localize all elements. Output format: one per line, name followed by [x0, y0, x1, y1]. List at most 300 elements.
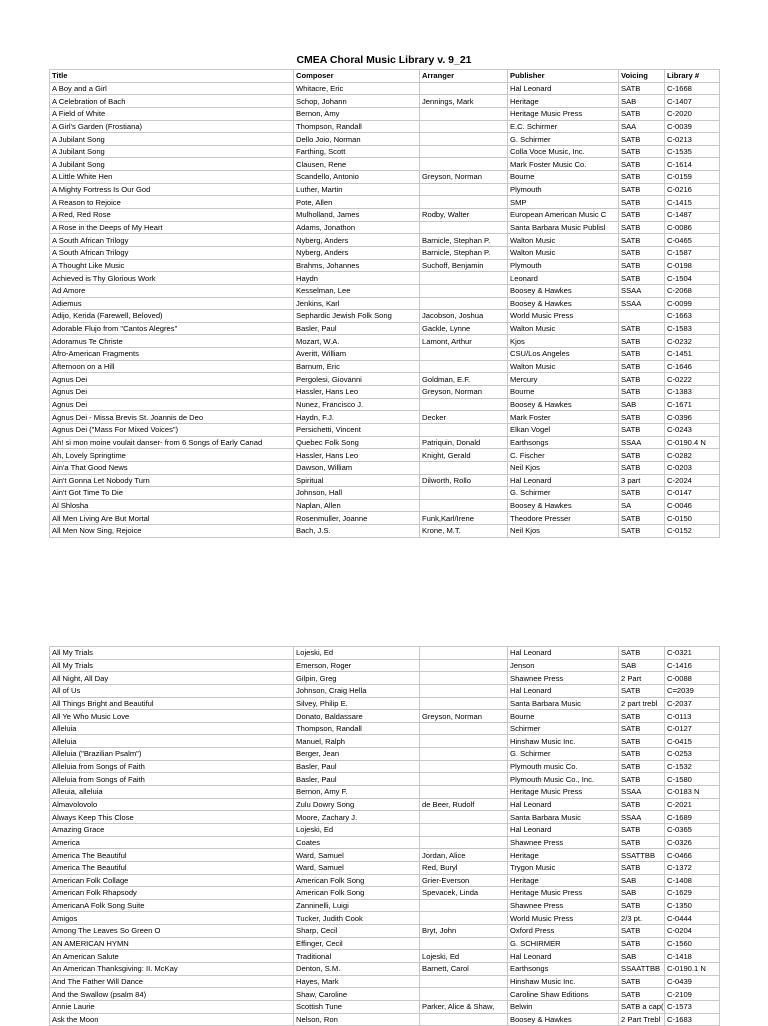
- table-row: [50, 398, 720, 411]
- title-cell: A Boy and a Girl: [50, 82, 294, 95]
- library-number-cell: C-0183 N: [665, 786, 720, 799]
- publisher-cell: Caroline Shaw Editions: [508, 988, 619, 1001]
- voicing-cell: SATB: [619, 183, 665, 196]
- arranger-cell: Lojeski, Ed: [420, 950, 508, 963]
- title-cell: Ad Amore: [50, 284, 294, 297]
- library-number-cell: C-1407: [665, 95, 720, 108]
- composer-cell: Moore, Zachary J.: [294, 811, 420, 824]
- library-number-cell: C-1583: [665, 322, 720, 335]
- arranger-cell: [420, 773, 508, 786]
- table-row: [50, 760, 720, 773]
- title-cell: A Jubilant Song: [50, 145, 294, 158]
- composer-cell: Basler, Paul: [294, 773, 420, 786]
- publisher-cell: Heritage Music Press: [508, 887, 619, 900]
- voicing-cell: 2 Part: [619, 672, 665, 685]
- title-cell: A Red, Red Rose: [50, 209, 294, 222]
- table-row: [50, 735, 720, 748]
- table-row: [50, 107, 720, 120]
- publisher-cell: Plymouth Music Co., Inc.: [508, 773, 619, 786]
- title-cell: And The Father Will Dance: [50, 975, 294, 988]
- arranger-cell: Goldman, E.F.: [420, 373, 508, 386]
- library-number-cell: C-1504: [665, 272, 720, 285]
- title-cell: Alleluia: [50, 722, 294, 735]
- table-row: [50, 120, 720, 133]
- publisher-cell: Walton Music: [508, 234, 619, 247]
- title-cell: A Jubilant Song: [50, 158, 294, 171]
- table-row: [50, 899, 720, 912]
- title-cell: Ah, Lovely Springtime: [50, 449, 294, 462]
- table-row: [50, 937, 720, 950]
- arranger-cell: Rodby, Walter: [420, 209, 508, 222]
- publisher-cell: Hal Leonard: [508, 798, 619, 811]
- title-cell: All My Trials: [50, 659, 294, 672]
- library-number-cell: C-2037: [665, 697, 720, 710]
- composer-cell: Haydn, F.J.: [294, 411, 420, 424]
- table-row: [50, 171, 720, 184]
- publisher-cell: Neil Kjos: [508, 461, 619, 474]
- library-number-cell: C-2024: [665, 474, 720, 487]
- title-cell: A Girl's Garden (Frostiana): [50, 120, 294, 133]
- library-number-cell: C-0150: [665, 512, 720, 525]
- column-header-title: Title: [50, 70, 294, 83]
- title-cell: A Thought Like Music: [50, 259, 294, 272]
- table-row: [50, 322, 720, 335]
- publisher-cell: Heritage: [508, 95, 619, 108]
- title-cell: All My Trials: [50, 647, 294, 660]
- table-row: [50, 912, 720, 925]
- composer-cell: Berger, Jean: [294, 748, 420, 761]
- composer-cell: Hayes, Mark: [294, 975, 420, 988]
- publisher-cell: Hal Leonard: [508, 474, 619, 487]
- publisher-cell: Hinshaw Music Inc.: [508, 735, 619, 748]
- arranger-cell: Barnett, Carol: [420, 963, 508, 976]
- voicing-cell: SSAA: [619, 811, 665, 824]
- publisher-cell: Walton Music: [508, 246, 619, 259]
- library-number-cell: C-0147: [665, 487, 720, 500]
- title-cell: A South African Trilogy: [50, 234, 294, 247]
- voicing-cell: SATB: [619, 133, 665, 146]
- voicing-cell: SATB: [619, 209, 665, 222]
- table-row: [50, 836, 720, 849]
- composer-cell: Coates: [294, 836, 420, 849]
- library-number-cell: C-1614: [665, 158, 720, 171]
- arranger-cell: [420, 760, 508, 773]
- arranger-cell: [420, 899, 508, 912]
- library-number-cell: C-0253: [665, 748, 720, 761]
- table-row: [50, 386, 720, 399]
- composer-cell: Kesselman, Lee: [294, 284, 420, 297]
- arranger-cell: Greyson, Norman: [420, 171, 508, 184]
- table-row: [50, 512, 720, 525]
- table-row: [50, 221, 720, 234]
- table-row: [50, 811, 720, 824]
- library-table-1: [49, 69, 720, 538]
- arranger-cell: Bryt, John: [420, 925, 508, 938]
- title-cell: America: [50, 836, 294, 849]
- column-header-arranger: Arranger: [420, 70, 508, 83]
- voicing-cell: SATB: [619, 512, 665, 525]
- composer-cell: Lojeski, Ed: [294, 823, 420, 836]
- table-row: [50, 196, 720, 209]
- composer-cell: Farthing, Scott: [294, 145, 420, 158]
- composer-cell: Donato, Baldassare: [294, 710, 420, 723]
- title-cell: All Things Bright and Beautiful: [50, 697, 294, 710]
- arranger-cell: Parker, Alice & Shaw,: [420, 1000, 508, 1013]
- column-header-voicing: Voicing: [619, 70, 665, 83]
- arranger-cell: Spevacek, Linda: [420, 887, 508, 900]
- library-number-cell: C-1629: [665, 887, 720, 900]
- publisher-cell: Elkan Vogel: [508, 423, 619, 436]
- library-number-cell: C-0204: [665, 925, 720, 938]
- publisher-cell: Walton Music: [508, 360, 619, 373]
- publisher-cell: Leonard: [508, 272, 619, 285]
- publisher-cell: European American Music C: [508, 209, 619, 222]
- title-cell: All Ye Who Music Love: [50, 710, 294, 723]
- table-row: [50, 874, 720, 887]
- voicing-cell: SATB: [619, 107, 665, 120]
- voicing-cell: 2 Part Trebl: [619, 1013, 665, 1026]
- voicing-cell: SATB: [619, 975, 665, 988]
- table-row: [50, 436, 720, 449]
- publisher-cell: Heritage Music Press: [508, 107, 619, 120]
- table-row: [50, 710, 720, 723]
- composer-cell: Averitt, William: [294, 348, 420, 361]
- voicing-cell: SATB a cap(: [619, 1000, 665, 1013]
- arranger-cell: [420, 82, 508, 95]
- title-cell: American Folk Rhapsody: [50, 887, 294, 900]
- composer-cell: Dawson, William: [294, 461, 420, 474]
- table-row: [50, 348, 720, 361]
- title-cell: All Men Living Are But Mortal: [50, 512, 294, 525]
- composer-cell: Zulu Dowry Song: [294, 798, 420, 811]
- publisher-cell: Plymouth: [508, 183, 619, 196]
- voicing-cell: SATB: [619, 710, 665, 723]
- table-row: [50, 246, 720, 259]
- publisher-cell: Hal Leonard: [508, 823, 619, 836]
- composer-cell: American Folk Song: [294, 874, 420, 887]
- voicing-cell: SATB: [619, 899, 665, 912]
- voicing-cell: SATB: [619, 246, 665, 259]
- voicing-cell: SATB: [619, 196, 665, 209]
- table-row: [50, 672, 720, 685]
- table-row: [50, 798, 720, 811]
- composer-cell: Pergolesi, Giovanni: [294, 373, 420, 386]
- title-cell: Alleluia from Songs of Faith: [50, 760, 294, 773]
- voicing-cell: 2 part trebl: [619, 697, 665, 710]
- library-number-cell: C-1416: [665, 659, 720, 672]
- title-cell: An American Salute: [50, 950, 294, 963]
- library-number-cell: C-0190.4 N: [665, 436, 720, 449]
- table-row: [50, 360, 720, 373]
- arranger-cell: [420, 183, 508, 196]
- arranger-cell: [420, 461, 508, 474]
- library-number-cell: C-0216: [665, 183, 720, 196]
- table-row: [50, 133, 720, 146]
- library-number-cell: C-1383: [665, 386, 720, 399]
- publisher-cell: Boosey & Hawkes: [508, 499, 619, 512]
- arranger-cell: Gackle, Lynne: [420, 322, 508, 335]
- composer-cell: Mozart, W.A.: [294, 335, 420, 348]
- arranger-cell: [420, 120, 508, 133]
- title-cell: Adijo, Kerida (Farewell, Beloved): [50, 310, 294, 323]
- library-number-cell: C-1587: [665, 246, 720, 259]
- composer-cell: Spiritual: [294, 474, 420, 487]
- library-number-cell: C-0099: [665, 297, 720, 310]
- arranger-cell: [420, 647, 508, 660]
- library-table-2: [49, 646, 720, 1026]
- voicing-cell: SATB: [619, 760, 665, 773]
- library-number-cell: C-1487: [665, 209, 720, 222]
- arranger-cell: [420, 221, 508, 234]
- composer-cell: Zanninelli, Luigi: [294, 899, 420, 912]
- arranger-cell: Red, Buryl: [420, 861, 508, 874]
- publisher-cell: Mark Foster: [508, 411, 619, 424]
- library-number-cell: C-0198: [665, 259, 720, 272]
- arranger-cell: [420, 158, 508, 171]
- arranger-cell: [420, 107, 508, 120]
- title-cell: A Jubilant Song: [50, 133, 294, 146]
- composer-cell: Rosenmuller, Joanne: [294, 512, 420, 525]
- voicing-cell: SATB: [619, 798, 665, 811]
- table-row: [50, 95, 720, 108]
- publisher-cell: Trygon Music: [508, 861, 619, 874]
- publisher-cell: Heritage Music Press: [508, 786, 619, 799]
- publisher-cell: Earthsongs: [508, 436, 619, 449]
- title-cell: All of Us: [50, 684, 294, 697]
- composer-cell: Sharp, Cecil: [294, 925, 420, 938]
- composer-cell: Thompson, Randall: [294, 722, 420, 735]
- table-row: [50, 449, 720, 462]
- publisher-cell: Boosey & Hawkes: [508, 284, 619, 297]
- column-header-publisher: Publisher: [508, 70, 619, 83]
- composer-cell: Barnum, Eric: [294, 360, 420, 373]
- arranger-cell: [420, 659, 508, 672]
- arranger-cell: [420, 937, 508, 950]
- arranger-cell: [420, 145, 508, 158]
- table-row: [50, 499, 720, 512]
- title-cell: Ain'a That Good News: [50, 461, 294, 474]
- composer-cell: Nyberg, Anders: [294, 234, 420, 247]
- publisher-cell: G. SCHIRMER: [508, 937, 619, 950]
- library-number-cell: C-1418: [665, 950, 720, 963]
- composer-cell: Mulholland, James: [294, 209, 420, 222]
- table-row: [50, 659, 720, 672]
- composer-cell: Dello Joio, Norman: [294, 133, 420, 146]
- voicing-cell: SATB: [619, 423, 665, 436]
- composer-cell: Brahms, Johannes: [294, 259, 420, 272]
- title-cell: Amazing Grace: [50, 823, 294, 836]
- composer-cell: Quebec Folk Song: [294, 436, 420, 449]
- arranger-cell: [420, 284, 508, 297]
- arranger-cell: Grier-Everson: [420, 874, 508, 887]
- composer-cell: Denton, S.M.: [294, 963, 420, 976]
- table-row: [50, 887, 720, 900]
- composer-cell: Effinger, Cecil: [294, 937, 420, 950]
- title-cell: Alleuia, alleluia: [50, 786, 294, 799]
- publisher-cell: Santa Barbara Music: [508, 697, 619, 710]
- voicing-cell: SATB: [619, 348, 665, 361]
- arranger-cell: Greyson, Norman: [420, 710, 508, 723]
- voicing-cell: SATB: [619, 82, 665, 95]
- voicing-cell: SATB: [619, 773, 665, 786]
- column-header-library-number: Library #: [665, 70, 720, 83]
- title-cell: Always Keep This Close: [50, 811, 294, 824]
- table-row: [50, 823, 720, 836]
- table-row: [50, 849, 720, 862]
- arranger-cell: Barnicle, Stephan P.: [420, 246, 508, 259]
- arranger-cell: Lamont, Arthur: [420, 335, 508, 348]
- voicing-cell: SATB: [619, 487, 665, 500]
- title-cell: Among The Leaves So Green O: [50, 925, 294, 938]
- composer-cell: Manuel, Ralph: [294, 735, 420, 748]
- voicing-cell: SATB: [619, 145, 665, 158]
- publisher-cell: Earthsongs: [508, 963, 619, 976]
- arranger-cell: [420, 297, 508, 310]
- library-number-cell: C-0243: [665, 423, 720, 436]
- voicing-cell: SATB: [619, 925, 665, 938]
- table-row: [50, 1000, 720, 1013]
- composer-cell: Clausen, Rene: [294, 158, 420, 171]
- composer-cell: Basler, Paul: [294, 322, 420, 335]
- table-row: [50, 925, 720, 938]
- publisher-cell: Neil Kjos: [508, 525, 619, 538]
- title-cell: Ain't Got Time To Die: [50, 487, 294, 500]
- composer-cell: Bernon, Amy: [294, 107, 420, 120]
- composer-cell: Nunez, Francisco J.: [294, 398, 420, 411]
- publisher-cell: Hal Leonard: [508, 647, 619, 660]
- table-row: [50, 145, 720, 158]
- publisher-cell: G. Schirmer: [508, 487, 619, 500]
- voicing-cell: SSAATTBB: [619, 963, 665, 976]
- voicing-cell: SATB: [619, 322, 665, 335]
- voicing-cell: [619, 310, 665, 323]
- title-cell: Ah! si mon moine voulait danser- from 6 Songs of Early Canad: [50, 436, 294, 449]
- title-cell: Alleluia from Songs of Faith: [50, 773, 294, 786]
- library-number-cell: C-0113: [665, 710, 720, 723]
- publisher-cell: G. Schirmer: [508, 748, 619, 761]
- title-cell: Al Shlosha: [50, 499, 294, 512]
- voicing-cell: SATB: [619, 823, 665, 836]
- arranger-cell: Suchoff, Benjamin: [420, 259, 508, 272]
- title-cell: A Mighty Fortress Is Our God: [50, 183, 294, 196]
- library-number-cell: C-0465: [665, 234, 720, 247]
- voicing-cell: SSATTBB: [619, 849, 665, 862]
- publisher-cell: Oxford Press: [508, 925, 619, 938]
- table-row: [50, 786, 720, 799]
- voicing-cell: SATB: [619, 836, 665, 849]
- composer-cell: Shaw, Caroline: [294, 988, 420, 1001]
- composer-cell: American Folk Song: [294, 887, 420, 900]
- library-number-cell: C-0365: [665, 823, 720, 836]
- title-cell: All Men Now Sing, Rejoice: [50, 525, 294, 538]
- library-number-cell: C-2021: [665, 798, 720, 811]
- title-cell: All Night, All Day: [50, 672, 294, 685]
- library-number-cell: C-0046: [665, 499, 720, 512]
- title-cell: AmericanA Folk Song Suite: [50, 899, 294, 912]
- arranger-cell: [420, 912, 508, 925]
- publisher-cell: Heritage: [508, 849, 619, 862]
- table-row: [50, 525, 720, 538]
- publisher-cell: Plymouth music Co.: [508, 760, 619, 773]
- voicing-cell: SATB: [619, 722, 665, 735]
- voicing-cell: SAB: [619, 95, 665, 108]
- composer-cell: Thompson, Randall: [294, 120, 420, 133]
- voicing-cell: SSAA: [619, 284, 665, 297]
- voicing-cell: SATB: [619, 735, 665, 748]
- composer-cell: Pote, Allen: [294, 196, 420, 209]
- library-number-cell: C-1350: [665, 899, 720, 912]
- publisher-cell: E.C. Schirmer: [508, 120, 619, 133]
- composer-cell: Bernon, Amy F.: [294, 786, 420, 799]
- arranger-cell: [420, 988, 508, 1001]
- title-cell: Agnus Dei - Missa Brevis St. Joannis de Deo: [50, 411, 294, 424]
- arranger-cell: [420, 360, 508, 373]
- library-number-cell: C-0039: [665, 120, 720, 133]
- arranger-cell: [420, 398, 508, 411]
- library-number-cell: C-0396: [665, 411, 720, 424]
- publisher-cell: Bourne: [508, 386, 619, 399]
- publisher-cell: Shawnee Press: [508, 899, 619, 912]
- table-row: [50, 272, 720, 285]
- table-row: [50, 950, 720, 963]
- title-cell: America The Beautiful: [50, 849, 294, 862]
- library-number-cell: C-0326: [665, 836, 720, 849]
- publisher-cell: Mercury: [508, 373, 619, 386]
- title-cell: Adoramus Te Christe: [50, 335, 294, 348]
- arranger-cell: de Beer, Rudolf: [420, 798, 508, 811]
- publisher-cell: Santa Barbara Music Publisl: [508, 221, 619, 234]
- table-row: [50, 373, 720, 386]
- table-row: [50, 310, 720, 323]
- library-number-cell: C-1689: [665, 811, 720, 824]
- table-row: [50, 183, 720, 196]
- composer-cell: Johnson, Craig Hella: [294, 684, 420, 697]
- voicing-cell: SATB: [619, 411, 665, 424]
- voicing-cell: SSAA: [619, 436, 665, 449]
- title-cell: Agnus Dei: [50, 398, 294, 411]
- composer-cell: Silvey, Philip E.: [294, 697, 420, 710]
- voicing-cell: SATB: [619, 221, 665, 234]
- library-number-cell: C-0086: [665, 221, 720, 234]
- composer-cell: Basler, Paul: [294, 760, 420, 773]
- arranger-cell: [420, 133, 508, 146]
- arranger-cell: Knight, Gerald: [420, 449, 508, 462]
- voicing-cell: SATB: [619, 861, 665, 874]
- library-number-cell: C-0415: [665, 735, 720, 748]
- composer-cell: Hassler, Hans Leo: [294, 386, 420, 399]
- composer-cell: Nelson, Ron: [294, 1013, 420, 1026]
- library-number-cell: C-1683: [665, 1013, 720, 1026]
- voicing-cell: SATB: [619, 373, 665, 386]
- composer-cell: Luther, Martin: [294, 183, 420, 196]
- composer-cell: Haydn: [294, 272, 420, 285]
- title-cell: A Rose in the Deeps of My Heart: [50, 221, 294, 234]
- arranger-cell: [420, 272, 508, 285]
- library-number-cell: C-0232: [665, 335, 720, 348]
- voicing-cell: SATB: [619, 360, 665, 373]
- table-row: [50, 487, 720, 500]
- composer-cell: Jenkins, Karl: [294, 297, 420, 310]
- library-number-cell: C-0127: [665, 722, 720, 735]
- arranger-cell: [420, 735, 508, 748]
- table-row: [50, 209, 720, 222]
- library-number-cell: C-0444: [665, 912, 720, 925]
- voicing-cell: SATB: [619, 335, 665, 348]
- publisher-cell: Belwin: [508, 1000, 619, 1013]
- publisher-cell: G. Schirmer: [508, 133, 619, 146]
- composer-cell: Schop, Johann: [294, 95, 420, 108]
- voicing-cell: SATB: [619, 259, 665, 272]
